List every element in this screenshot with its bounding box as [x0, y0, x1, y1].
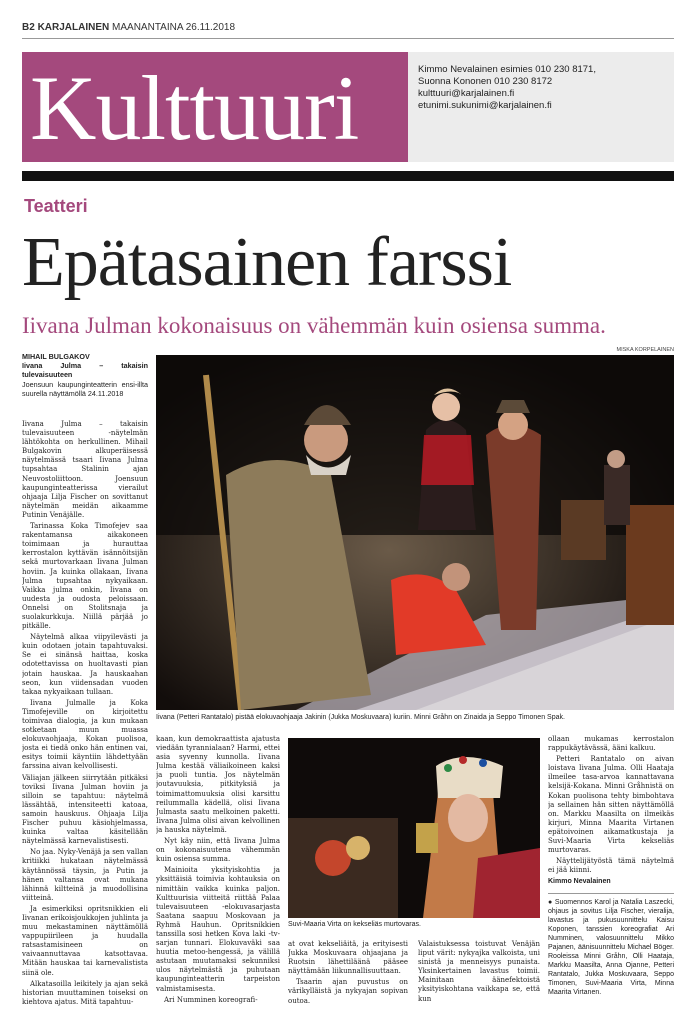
contact-email-pattern: etunimi.sukunimi@karjalainen.fi [418, 100, 552, 111]
credits [548, 898, 674, 998]
info-box [22, 352, 148, 398]
paragraph: ollaan mukamas kerrostalon rappukäytävässä, ääni kalkuu. [548, 735, 674, 753]
paragraph: kaan, kun demokraattista ajatusta viedään tyrannialaan? Harmi, ettei asia syvenny kunnolla. Iivana Julma kestää väliaikoineen kaksi ja puoli tuntia. Jos näytelmän joutavuuksia, pitkityksiä ja toimimattomuuksia olisi karsittu reilummalla kädellä, olisi Iivana Julmasta saatu melkoinen paketti. Iivana Julma olisi aivan kelvollinen ja hauska näytelmä. [156, 735, 280, 834]
deck: Iivana Julman kokonaisuus on vähemmän kuin osiensa summa. [22, 313, 606, 338]
paragraph: Näytelmä alkaa viipyilevästi ja kuin odotaen jotain tapahtuvaksi. Se ei sinänsä haittaa, koska odotettavissa on huoltavasti pian jotain hauskaa. Ja hauskaahan seon, kun viidensadan vuoden takaa nykyaikaan tullaan. [22, 633, 148, 696]
header-rule [22, 38, 674, 39]
paragraph: Petteri Rantatalo on aivan loistava Iivana Julma. Olli Haataja ilmeilee tasa-arvoa kannattavana kelsijä-Kokana. Minni Gråhnistä on Kokan puolisona tehty bimbohtava ja sellainen hän sitten näyttämöllä on. Markku Maasilta on ilmeikäs kirjuri, Minna Maarita Virtanen epätoivoinen aikamatkustaja ja Suvi-Maaria Virta kekseliäs murtovaras. [548, 755, 674, 855]
second-photo [288, 738, 540, 918]
paragraph: Ja esimerkiksi opritsnikkien eli Iivanan erikoisjoukkojen juhlinta ja muu mekastaminen näyttämöllä vappupiirileen ja huudalla ratsastamisineen on vaivaannuttavaa katsottavaa. Mitään hauskaa tai karnevalistista siinä ole. [22, 904, 148, 977]
paragraph: Alkatasoilla leikitely ja ajan sekä historian muuttaminen toiseksi on kiehtova ajatus. Mitä tapahtuu- [22, 979, 148, 1006]
photo-credit: MISKA KORPELAINEN [616, 347, 674, 353]
section-banner [22, 52, 408, 162]
info-venue: Joensuun kaupunginteatterin ensi-illta suurella näyttämöllä 24.11.2018 [22, 380, 148, 398]
paragraph: Näyttelijätyöstä tämä näytelmä ei jää kiinni. [548, 857, 674, 875]
performer-scene [288, 738, 540, 918]
page-header [22, 22, 235, 33]
photo-caption: Iivana (Petteri Rantatalo) pistää elokuvaohjaaja Jakinin (Jukka Moskuvaara) kuriin. Minni Gråhn on Zinaida ja Seppo Timonen Spak. [156, 714, 565, 721]
paragraph: Tarinassa Koka Timofejev saa rakentamansa aikakoneen toimimaan ja hurauttaa kerrostalon kyttävän isännöitsijän sekä murtovarkaan Iivana Julman hoviin. Ja kuinka ollakaan, Iivana Julma tupsahtaa nykyaikaan. Vaikka julma onkin, Iivana on uudesta ja oudosta peloissaan. Onnelsi on Stolitsnaja ja suolakurkkuja. Niillä pärjää jo pitkälle. [22, 522, 148, 631]
paragraph: at ovat kekseliäitä, ja erityisesti Jukka Moskuvaara ohjaajana ja Ruotsin lähettiläänä pääsee näyttämään liikunnallisuuttaan. [288, 940, 408, 976]
column-1 [22, 420, 148, 1020]
contact-line: Suonna Kononen 010 230 8172 [418, 76, 553, 87]
page-number: B2 [22, 22, 35, 33]
credits-text: Suomennos Karol ja Natalia Laszecki, ohjaus ja sovitus Lilja Fischer, vieralija, lavastus ja pukusuunnittelu Kaisu Koponen, tanssien koreografiat Ari Numminen, valosuunnittelu Mikko Pajanen, äänisuunnittelu Michael Böger. Rooleissa Minni Gråhn, Olli Haataja, Markku Maasilta, Anna Ojanne, Petteri Rantatalo, Jukka Moskuvaara, Seppo Timonen, Suvi-Maaria Virta, Minna Maarita Virtanen. [548, 898, 674, 997]
contact-email[interactable]: kulttuuri@karjalainen.fi [418, 88, 515, 99]
paragraph: Tsaarin ajan puvustus on värikylläistä ja nykyajan sopivan outoa. [288, 978, 408, 1005]
column-4 [418, 940, 540, 1020]
credits-rule [548, 893, 674, 894]
contact-line: Kimmo Nevalainen esimies 010 230 8171, [418, 64, 596, 75]
paragraph: Ari Numminen koreografi- [164, 995, 258, 1004]
column-3 [288, 940, 408, 1020]
paragraph: Iivana Julmalle ja Koka Timofejeville on kirjoitettu toimivaa dialogia, ja kun mukaan sotketaan muun muassa elokuvaohjaaja, Kokan puolisoa, josta ei tiedä onko hän entinen vai, esitys toimii käyntiin lähdettyään farssina aivan kelvollisesti. [22, 698, 148, 771]
stage-scene [156, 355, 674, 710]
bullet-icon: ● [548, 898, 555, 906]
paragraph: No jaa. Nyky-Venäjä ja sen vallan kritiikki hukataan näytelmässä käytännössä täysin, ja Putin ja hänen valtansa ovat mukana lähinnä kiltteinä ja muodollisina viitteinä. [22, 848, 148, 902]
section-rule [22, 171, 674, 181]
contacts [418, 64, 596, 112]
info-title: Iivana Julma – takaisin tulevaisuuteen [22, 361, 148, 379]
info-author: MIHAIL BULGAKOV [22, 352, 90, 361]
paragraph: Iivana Julma – takaisin tulevaisuuteen -näytelmän lähtökohta on herkullinen. Mihail Bulgakovin alkuperäisessä näytelmässä tsaari Iivana Julma tupsahtaa Stalinin ajan Neuvostoliittoon. Joensuun kaupunginteatterissa vierailut ohjaaja Lilja Fischer on sovittanut näytelmän meidän aikaamme Putinin Venäjälle. [22, 420, 148, 519]
paragraph: Nyt käy niin, että Iivana Julma on kokonaisuutena vähemmän kuin osiensa summa. [156, 837, 280, 864]
paragraph: Valaistuksessa toistuvat Venäjän liput värit: nykyajka valkoista, uni sinistä ja menneisyys punaista. Yksinkertainen lavastus toimii. Mainitaan äänefektoistä yksityiskohtana vaikkapa se, että kun [418, 940, 540, 1003]
paragraph: Mainioita yksityiskohtia ja yksittäisiä toimivia kohtauksia on nimittäin vaikka kuinka paljon. Kulttuurisia viitteitä riittää Palaa tulevaisuuteen -elokuvasarjasta Saatana saapuu Moskovaan ja Ryhmä Hauhun. Opritsnikkien tanssilla sosi hetken Kova laki -tv-sarjan tunnari. Elokuvaväki saa huutia metoo-hengessä, ja välillä astutaan muutamaksi sekunniksi ulos näytelmästä ja puhutaan kaupunginteatterin tarpeiston valmistamisesta. [156, 866, 280, 993]
column-2 [156, 735, 280, 1025]
column-5 [548, 735, 674, 1023]
byline: Kimmo Nevalainen [548, 878, 611, 886]
stage-photo [156, 355, 674, 710]
photo-caption-2: Suvi-Maaria Virta on kekseliäs murtovaras. [288, 921, 421, 928]
section-title: Kulttuuri [30, 57, 359, 159]
issue-date: MAANANTAINA 26.11.2018 [112, 22, 236, 33]
kicker: Teatteri [24, 196, 88, 216]
paragraph: Väliajan jälkeen siirrytään pitkäksi toviksi Iivana Julman hoviin ja silloin se tapahtuu: näytelmä lässähtää, intensiteetti katoaa, samoin hauskuus. Ohjaaja Lilja Fischer puhuu käsiohjelmassa, kuinka valtaa käsitellään näytelmässä karnevalistisesti. [22, 773, 148, 846]
headline: Epätasainen farssi [22, 224, 512, 301]
paper-name: KARJALAINEN [37, 22, 110, 33]
